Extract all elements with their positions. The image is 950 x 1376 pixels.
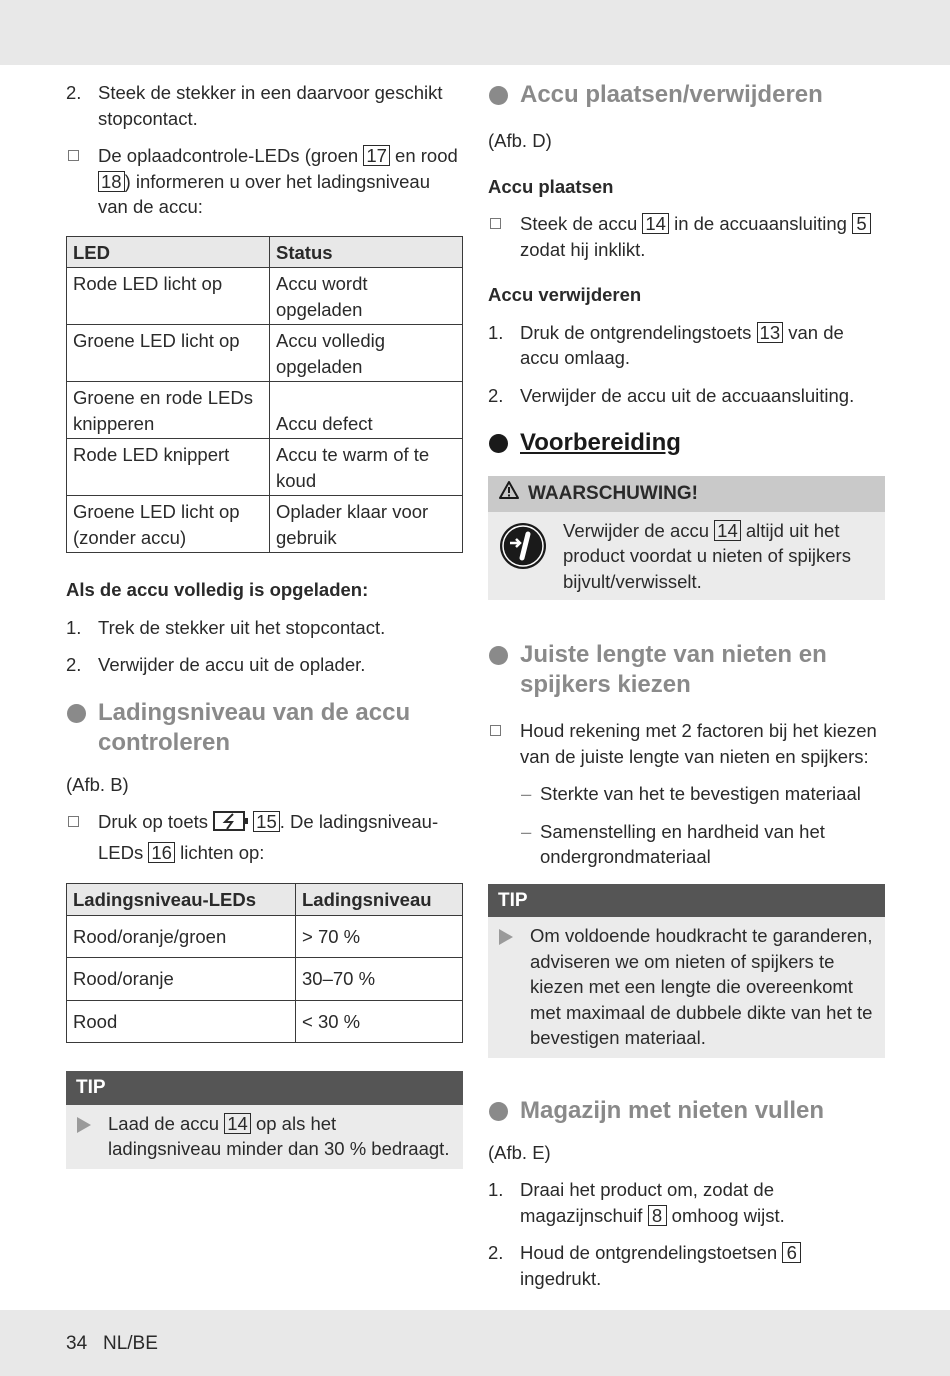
- led-status-table: [66, 236, 463, 554]
- checkbox-icon: [68, 816, 79, 827]
- tip-box: [488, 884, 885, 1058]
- bullet-dot: [489, 1102, 508, 1121]
- press-button-paragraph: Druk op toets 15 . De ladingsniveau-LEDs 16 lichten op:: [66, 809, 463, 865]
- left-column: [66, 80, 463, 1193]
- subheading: Accu plaatsen: [488, 175, 614, 197]
- table-cell: Rood/oranje: [67, 958, 296, 1001]
- warning-box: [488, 476, 885, 600]
- ref-number: 18: [98, 171, 125, 192]
- step-number: 1.: [66, 616, 82, 638]
- ref-number: 17: [363, 145, 390, 166]
- checkbox-icon: [68, 150, 79, 161]
- step-1: 1. Druk de ontgrendelingstoets 13 van de accu omlaag.: [488, 321, 844, 368]
- step-text: Verwijder de accu uit de oplader.: [98, 654, 366, 675]
- charge-level-table: [66, 883, 463, 1043]
- tip-box: [66, 1071, 463, 1169]
- table-cell: Groene en rode LEDs knipperen: [67, 382, 270, 439]
- ref-number: 15: [253, 811, 280, 832]
- section-heading: Juiste lengte van nieten en spijkers kiezen: [488, 640, 885, 700]
- step-number: 1.: [488, 1179, 504, 1200]
- tip-body: Laad de accu 14 op als het ladingsniveau minder dan 30 % bedraagt.: [66, 1105, 463, 1169]
- step-number: 2.: [488, 384, 504, 406]
- step-number: 2.: [66, 82, 82, 103]
- charged-heading: Als de accu volledig is opgeladen:: [66, 579, 369, 600]
- table-row: [67, 268, 463, 325]
- table-cell: Accu wordt opgeladen: [270, 268, 463, 325]
- tip-header: TIP: [66, 1071, 463, 1105]
- subheading: Accu verwijderen: [488, 284, 642, 305]
- table-cell: Accu defect: [270, 382, 463, 439]
- warning-body: Verwijder de accu 14 altijd uit het product voordat u nieten of spijkers bijvult/verwisselt.: [488, 512, 885, 601]
- table-cell: Groene LED licht op: [67, 325, 270, 382]
- bullet-dot: [67, 704, 86, 723]
- bullet-dot: [489, 434, 508, 453]
- table-header-row: [67, 884, 463, 916]
- figure-reference: (Afb. B): [66, 773, 129, 795]
- checkbox-icon: [490, 218, 501, 229]
- table-cell: Accu te warm of te koud: [270, 439, 463, 496]
- bullet-dot: [489, 646, 508, 665]
- table-row: [67, 382, 463, 439]
- table-cell: Rode LED licht op: [67, 268, 270, 325]
- column-header: LED: [67, 236, 270, 268]
- table-cell: Groene LED licht op (zonder accu): [67, 496, 270, 553]
- section-heading: Voorbereiding: [488, 428, 885, 458]
- step-text: Verwijder de accu uit de accuaansluiting.: [520, 384, 855, 406]
- bullet-dot: [489, 86, 508, 105]
- column-header: Status: [270, 236, 463, 268]
- step-number: 2.: [66, 654, 82, 675]
- arrow-right-icon: [77, 1117, 91, 1133]
- table-row: [67, 958, 463, 1001]
- warning-triangle-icon: [498, 480, 520, 508]
- table-cell: Rood/oranje/groen: [67, 915, 296, 958]
- table-row: [67, 1000, 463, 1043]
- dash-bullet: –: [521, 820, 532, 842]
- right-column: [488, 80, 885, 1303]
- table-cell: 30–70 %: [296, 958, 463, 1001]
- section-heading: Ladingsniveau van de accu controleren: [66, 698, 463, 758]
- table-row: [67, 439, 463, 496]
- list-item: – Sterkte van het te bevestigen materiaal: [488, 781, 885, 807]
- warning-header: WAARSCHUWING!: [488, 476, 885, 512]
- insert-paragraph: Steek de accu 14 in de accuaansluiting 5 zodat hij inklikt.: [488, 211, 885, 262]
- ref-number: 6: [782, 1242, 801, 1263]
- arrow-right-icon: [499, 929, 513, 945]
- figure-reference: (Afb. D): [488, 130, 552, 151]
- ref-number: 14: [224, 1113, 251, 1134]
- table-cell: > 70 %: [296, 915, 463, 958]
- step-number: 1.: [488, 321, 504, 343]
- section-heading: Magazijn met nieten vullen: [488, 1096, 885, 1126]
- step-1: [66, 615, 463, 641]
- battery-button-icon: [213, 809, 249, 840]
- page-footer: 34 NL/BE: [66, 1333, 158, 1354]
- ref-number: 16: [148, 842, 175, 863]
- ref-number: 8: [648, 1205, 667, 1226]
- step-2: [488, 383, 885, 409]
- step-1: 1. Draai het product om, zodat de magazijnschuif 8 omhoog wijst.: [488, 1179, 785, 1226]
- dash-bullet: –: [521, 783, 532, 804]
- table-cell: Oplader klaar voor gebruik: [270, 496, 463, 553]
- table-row: [67, 915, 463, 958]
- ref-number: 14: [714, 520, 741, 541]
- table-row: [67, 496, 463, 553]
- step-text: Steek de stekker in een daarvoor geschikt stopcontact.: [98, 82, 443, 129]
- length-paragraph: Houd rekening met 2 factoren bij het kiezen van de juiste lengte van nieten en spijkers:: [488, 718, 885, 769]
- tip-body: Om voldoende houdkracht te garanderen, adviseren we om nieten of spijkers te kiezen met een lengte die overeenkomt met maximaal de dubbele dikte van het te bevestigen materiaal.: [488, 917, 885, 1058]
- table-cell: Rood: [67, 1000, 296, 1043]
- list-item: – Samenstelling en hardheid van het ondergrondmateriaal: [521, 820, 825, 867]
- checkbox-icon: [490, 725, 501, 736]
- table-cell: Accu volledig opgeladen: [270, 325, 463, 382]
- ref-number: 5: [852, 213, 871, 234]
- column-header: Ladingsniveau-LEDs: [67, 884, 296, 916]
- step-2: [66, 80, 463, 131]
- table-row: [67, 325, 463, 382]
- led-info-paragraph: De oplaadcontrole-LEDs (groen 17 en rood 18 ) informeren u over het ladingsniveau van de accu:: [66, 143, 463, 220]
- column-header: Ladingsniveau: [296, 884, 463, 916]
- step-2: 2. Houd de ontgrendelingstoetsen 6 ingedrukt.: [488, 1240, 885, 1291]
- table-header-row: [67, 236, 463, 268]
- remove-battery-icon: [498, 521, 548, 578]
- figure-reference: (Afb. E): [488, 1141, 551, 1163]
- top-band: [0, 0, 950, 65]
- ref-number: 13: [757, 322, 784, 343]
- table-cell: < 30 %: [296, 1000, 463, 1043]
- tip-header: TIP: [488, 884, 885, 918]
- ref-number: 14: [642, 213, 669, 234]
- section-heading: Accu plaatsen/verwijderen: [488, 80, 885, 110]
- step-text: Trek de stekker uit het stopcontact.: [98, 616, 386, 638]
- step-number: 2.: [488, 1242, 504, 1263]
- table-cell: Rode LED knippert: [67, 439, 270, 496]
- step-2: [66, 652, 463, 678]
